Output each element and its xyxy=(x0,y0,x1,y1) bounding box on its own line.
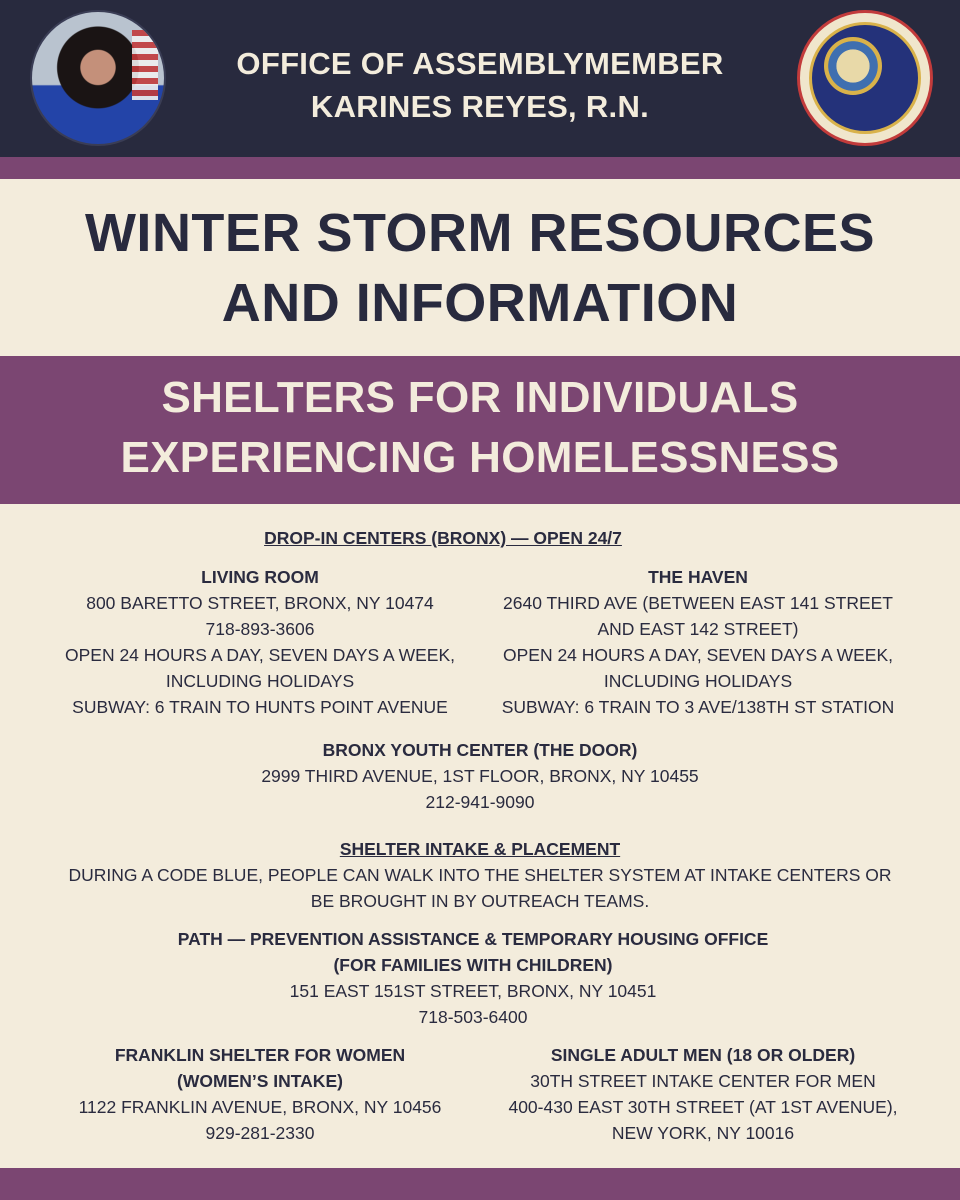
franklin-name-2: (WOMEN’S INTAKE) xyxy=(177,1071,343,1091)
living-room-address: 800 BARETTO STREET, BRONX, NY 10474 xyxy=(86,593,434,613)
haven-address: 2640 THIRD AVE (BETWEEN EAST 141 STREET xyxy=(503,593,893,613)
page-title-line2: AND INFORMATION xyxy=(221,273,739,333)
living-room-block xyxy=(40,564,480,720)
men-intake-address-2: NEW YORK, NY 10016 xyxy=(611,1123,795,1143)
men-intake-center: 30TH STREET INTAKE CENTER FOR MEN xyxy=(530,1071,876,1091)
section-title xyxy=(0,368,960,488)
haven-hours-2: INCLUDING HOLIDAYS xyxy=(603,671,793,691)
men-intake-address: 400-430 EAST 30TH STREET (AT 1ST AVENUE), xyxy=(508,1097,898,1117)
page-title xyxy=(0,198,960,338)
path-address: 151 EAST 151ST STREET, BRONX, NY 10451 xyxy=(289,981,657,1001)
youth-center-name: BRONX YOUTH CENTER (THE DOOR) xyxy=(322,740,638,760)
section-title-line2: EXPERIENCING HOMELESSNESS xyxy=(120,433,840,482)
path-name: PATH — PREVENTION ASSISTANCE & TEMPORARY HOUSING OFFICE xyxy=(177,929,769,949)
path-block xyxy=(0,926,946,1030)
youth-center-block xyxy=(0,737,960,815)
footer-strip xyxy=(0,1168,960,1200)
franklin-name: FRANKLIN SHELTER FOR WOMEN xyxy=(114,1045,406,1065)
haven-block xyxy=(478,564,918,720)
youth-center-phone: 212-941-9090 xyxy=(425,792,535,812)
intake-block xyxy=(0,836,960,914)
section-title-line1: SHELTERS FOR INDIVIDUALS xyxy=(161,373,799,422)
office-title xyxy=(200,42,760,128)
path-name-2: (FOR FAMILIES WITH CHILDREN) xyxy=(333,955,613,975)
haven-address-2: AND EAST 142 STREET) xyxy=(597,619,799,639)
living-room-phone: 718-893-3606 xyxy=(205,619,315,639)
assembly-seal-logo xyxy=(797,10,933,146)
youth-center-address: 2999 THIRD AVENUE, 1ST FLOOR, BRONX, NY 10455 xyxy=(261,766,699,786)
assemblymember-photo xyxy=(30,10,166,146)
men-intake-name: SINGLE ADULT MEN (18 OR OLDER) xyxy=(550,1045,856,1065)
office-title-line2: KARINES REYES, R.N. xyxy=(310,89,650,124)
haven-subway: SUBWAY: 6 TRAIN TO 3 AVE/138TH ST STATION xyxy=(501,697,895,717)
office-title-line1: OFFICE OF ASSEMBLYMEMBER xyxy=(236,46,724,81)
franklin-block xyxy=(40,1042,480,1146)
path-phone: 718-503-6400 xyxy=(418,1007,528,1027)
living-room-hours-2: INCLUDING HOLIDAYS xyxy=(165,671,355,691)
page-title-line1: WINTER STORM RESOURCES xyxy=(84,203,876,263)
intake-heading: SHELTER INTAKE & PLACEMENT xyxy=(339,839,621,859)
living-room-name: LIVING ROOM xyxy=(201,567,319,587)
men-intake-block xyxy=(483,1042,923,1146)
living-room-hours: OPEN 24 HOURS A DAY, SEVEN DAYS A WEEK, xyxy=(64,645,455,665)
franklin-phone: 929-281-2330 xyxy=(205,1123,315,1143)
living-room-subway: SUBWAY: 6 TRAIN TO HUNTS POINT AVENUE xyxy=(72,697,448,717)
divider-strip xyxy=(0,157,960,179)
haven-name: THE HAVEN xyxy=(648,567,748,587)
intake-description-2: BE BROUGHT IN BY OUTREACH TEAMS. xyxy=(310,891,650,911)
state-arms-icon xyxy=(824,37,882,95)
flag-icon xyxy=(132,30,158,100)
haven-hours: OPEN 24 HOURS A DAY, SEVEN DAYS A WEEK, xyxy=(502,645,893,665)
franklin-address: 1122 FRANKLIN AVENUE, BRONX, NY 10456 xyxy=(78,1097,442,1117)
intake-description: DURING A CODE BLUE, PEOPLE CAN WALK INTO THE SHELTER SYSTEM AT INTAKE CENTERS OR xyxy=(68,865,892,885)
dropin-heading: DROP-IN CENTERS (BRONX) — OPEN 24/7 xyxy=(264,528,622,548)
